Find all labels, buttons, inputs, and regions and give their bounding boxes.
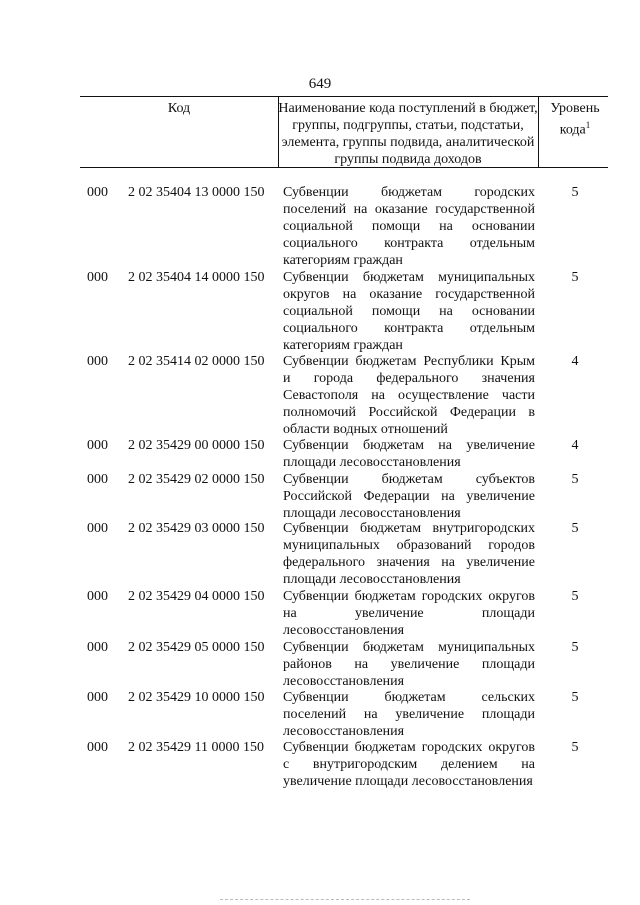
income-name: Субвенции бюджетам городских округов на увеличение площади лесовосстановления [283, 589, 535, 638]
code-level: 5 [571, 740, 579, 755]
income-name: Субвенции бюджетам Республики Крым и города федерального значения Севастополя на осуществление части полномочий Российской Федерации в области водных отношений [283, 354, 535, 437]
code-level: 5 [571, 589, 579, 604]
income-code: 2 02 35429 03 0000 150 [128, 521, 265, 536]
income-name: Субвенции бюджетам на увеличение площади лесовосстановления [283, 438, 535, 470]
income-name: Субвенции бюджетам городских поселений на оказание государственной социальной помощи на основании социального контракта отдельным категориям граждан [283, 185, 535, 268]
income-name: Субвенции бюджетам городских округов с внутригородским делением на увеличение площади лесовосстановления [283, 740, 535, 789]
income-name: Субвенции бюджетам внутригородских муниципальных образований городов федерального значения на увеличение площади лесовосстановления [283, 521, 535, 587]
admin-code: 000 [87, 270, 108, 285]
admin-code: 000 [87, 521, 108, 536]
scan-edge-line [220, 899, 470, 900]
code-level: 5 [571, 640, 579, 655]
income-code: 2 02 35429 04 0000 150 [128, 589, 265, 604]
code-level: 4 [571, 438, 579, 453]
income-code: 2 02 35414 02 0000 150 [128, 354, 265, 369]
table-header [80, 96, 608, 168]
code-level: 5 [571, 472, 579, 487]
income-code: 2 02 35429 11 0000 150 [128, 740, 264, 755]
income-code: 2 02 35429 05 0000 150 [128, 640, 265, 655]
admin-code: 000 [87, 740, 108, 755]
income-name: Субвенции бюджетам муниципальных округов на оказание государственной социальной помощи на основании социального контракта отдельным категориям граждан [283, 270, 535, 353]
admin-code: 000 [87, 185, 108, 200]
admin-code: 000 [87, 438, 108, 453]
income-code: 2 02 35429 02 0000 150 [128, 472, 265, 487]
income-code: 2 02 35429 10 0000 150 [128, 690, 265, 705]
income-code: 2 02 35404 14 0000 150 [128, 270, 265, 285]
income-name: Субвенции бюджетам сельских поселений на увеличение площади лесовосстановления [283, 690, 535, 739]
code-level: 5 [571, 270, 579, 285]
admin-code: 000 [87, 472, 108, 487]
code-level: 4 [571, 354, 579, 369]
header-level-footnote: 1 [585, 120, 591, 130]
code-level: 5 [571, 690, 579, 705]
page-number: 649 [308, 76, 332, 92]
income-name: Субвенции бюджетам муниципальных районов на увеличение площади лесовосстановления [283, 640, 535, 689]
header-level [542, 100, 608, 139]
admin-code: 000 [87, 640, 108, 655]
header-divider [538, 97, 539, 167]
header-name: Наименование кода поступлений в бюджет, группы, подгруппы, статьи, подстатьи, элемента, группы подвида, аналитической группы подвида доходов [278, 101, 538, 167]
admin-code: 000 [87, 690, 108, 705]
income-code: 2 02 35429 00 0000 150 [128, 438, 265, 453]
admin-code: 000 [87, 589, 108, 604]
admin-code: 000 [87, 354, 108, 369]
header-level-label: Уровень кода [550, 101, 600, 138]
income-name: Субвенции бюджетам субъектов Российской Федерации на увеличение площади лесовосстановления [283, 472, 535, 521]
code-level: 5 [571, 185, 579, 200]
code-level: 5 [571, 521, 579, 536]
header-code: Код [167, 101, 191, 116]
income-code: 2 02 35404 13 0000 150 [128, 185, 265, 200]
